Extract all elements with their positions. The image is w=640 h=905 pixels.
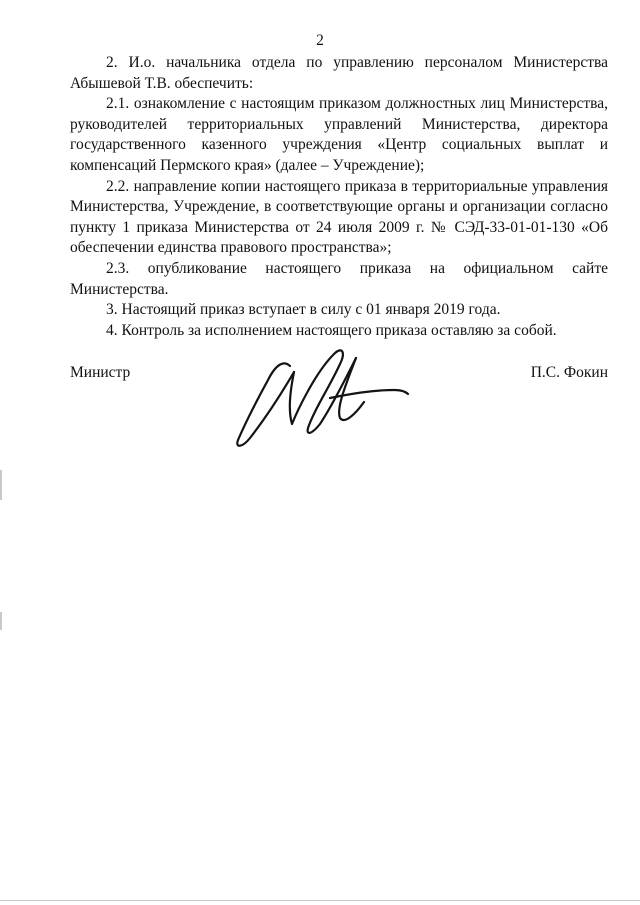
scan-edge-mark <box>0 900 640 901</box>
handwritten-signature <box>232 344 412 454</box>
signatory-position: Министр <box>70 364 131 381</box>
document-body <box>70 53 608 341</box>
paragraph-item-2-1: 2.1. ознакомление с настоящим приказом должностных лиц Министерства, руководителей территориальных управлений Министерства, директора государственного казенного учреждения «Центр социальных выплат и компенсаций Пермского края» (далее – Учреждение); <box>70 95 608 174</box>
page-number: 2 <box>316 32 324 49</box>
paragraph-item-2: 2. И.о. начальника отдела по управлению персоналом Министерства Абышевой Т.В. обеспечить: <box>70 54 608 92</box>
signatory-name: П.С. Фокин <box>530 364 608 381</box>
scan-edge-mark <box>0 470 2 500</box>
paragraph-item-2-2: 2.2. направление копии настоящего приказа в территориальные управления Министерства, Учреждение, в соответствующие органы и организации согласно пункту 1 приказа Министерства от 24 июля 2009 г. № СЭД-33-01-01-130 «Об обеспечении единства правового пространства»; <box>70 177 608 257</box>
paragraph-item-3: 3. Настоящий приказ вступает в силу с 01 января 2019 года. <box>106 301 501 319</box>
scan-edge-mark <box>0 612 2 630</box>
paragraph-item-4: 4. Контроль за исполнением настоящего приказа оставляю за собой. <box>106 321 557 339</box>
paragraph-item-2-3: 2.3. опубликование настоящего приказа на официальном сайте Министерства. <box>70 259 608 298</box>
